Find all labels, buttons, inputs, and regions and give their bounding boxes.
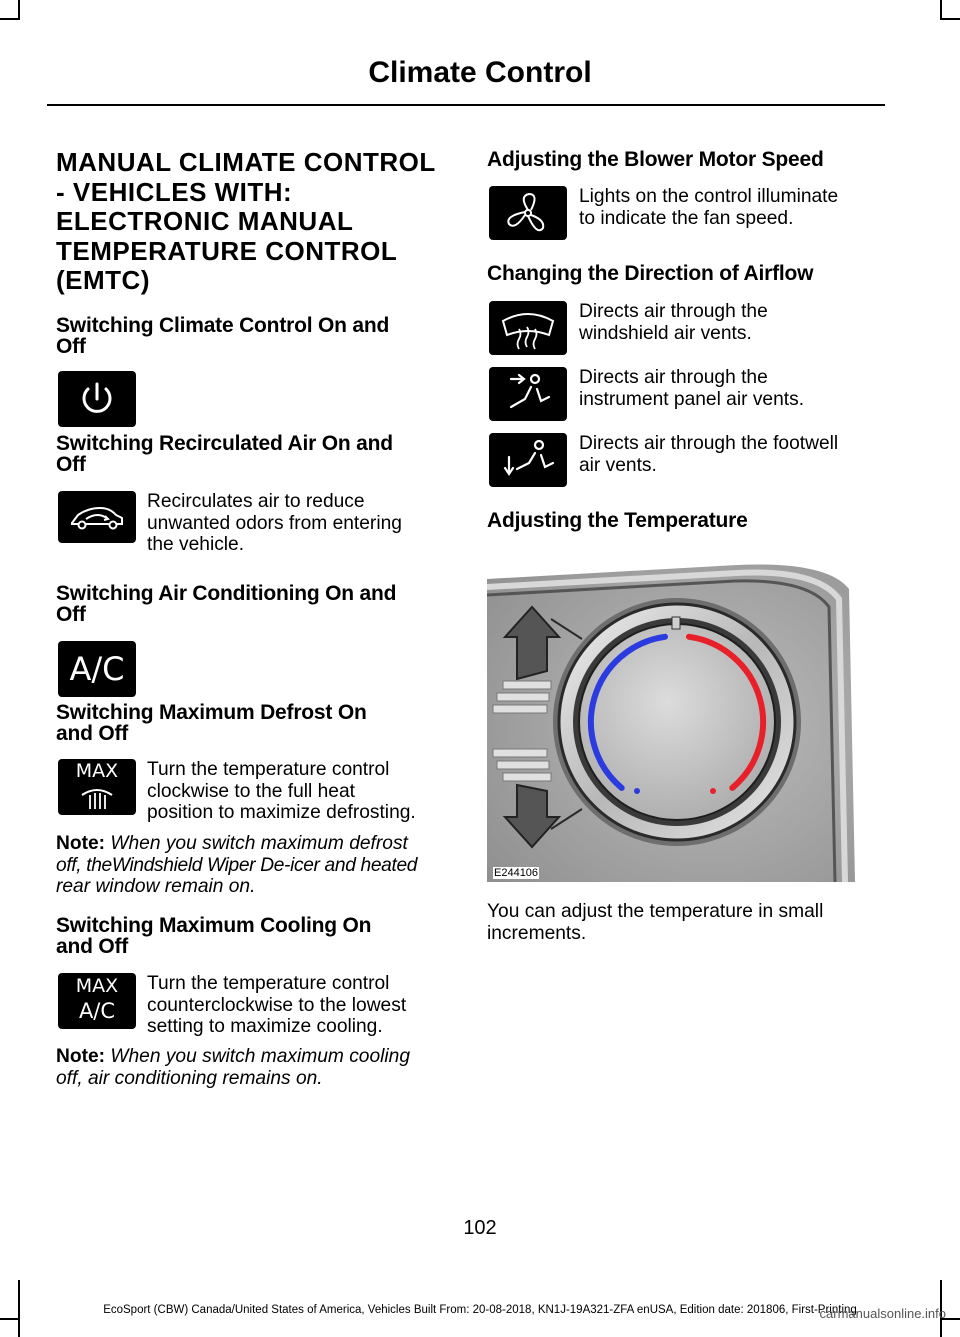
text-line: clockwise to the full heat — [147, 780, 355, 802]
heading-line: Switching Recirculated Air On and — [56, 432, 393, 455]
ac-icon-label: A/C — [69, 650, 125, 688]
recirculated-air-icon — [58, 491, 136, 543]
heading-line: (EMTC) — [56, 265, 150, 295]
page-header-title: Climate Control — [368, 56, 592, 89]
note-line: When you switch maximum defrost — [110, 833, 408, 854]
heading-line: ELECTRONIC MANUAL — [56, 206, 354, 236]
heading-line: Switching Air Conditioning On and — [56, 582, 397, 605]
heading-line: - VEHICLES WITH: — [56, 176, 293, 207]
text-line: Directs air through the — [579, 301, 768, 322]
note-line: off, air conditioning remains on. — [56, 1067, 323, 1089]
section-heading — [56, 148, 456, 296]
max-defrost-icon — [58, 759, 136, 815]
crop-mark — [0, 1318, 20, 1320]
max-cooling-note — [56, 1046, 466, 1089]
temperature-dial-figure — [487, 559, 857, 882]
footer-text: EcoSport (CBW) Canada/United States of America, Vehicles Built From: 20-08-2018, KN1J-19A321-ZFA enUSA, Edition date: 201806, First-Printing — [103, 1304, 857, 1316]
max-ac-icon — [58, 973, 136, 1029]
heading-line: and Off — [56, 722, 129, 745]
panel-vent-description — [579, 367, 889, 410]
max-label: MAX — [75, 975, 119, 997]
text-line: Turn the temperature control — [147, 759, 390, 780]
max-defrost-note — [56, 833, 466, 898]
temperature-dial-illustration — [487, 559, 857, 882]
subheading-max-defrost — [56, 702, 456, 744]
page-number: 102 — [463, 1217, 497, 1239]
text-line: position to maximize defrosting. — [147, 802, 416, 823]
text-line: instrument panel air vents. — [579, 388, 805, 410]
crop-mark — [0, 18, 20, 20]
text-line: Recirculates air to reduce — [147, 491, 365, 512]
power-icon — [58, 371, 136, 427]
subheading-ac — [56, 583, 456, 625]
max-label: MAX — [75, 760, 119, 782]
note-label: Note: — [56, 1046, 106, 1067]
text-line: the vehicle. — [147, 534, 245, 555]
text-line: setting to maximize cooling. — [147, 1016, 383, 1037]
text-line: unwanted odors from entering — [147, 512, 402, 534]
recirc-description — [147, 491, 447, 556]
heading-line: Switching Climate Control On and — [56, 314, 390, 337]
fan-icon — [489, 186, 567, 240]
panel-vent-icon — [489, 367, 567, 421]
ac-label: A/C — [78, 999, 116, 1023]
text-line: windshield air vents. — [579, 322, 752, 344]
windshield-description — [579, 301, 889, 344]
text-line: increments. — [487, 922, 587, 944]
text-line: to indicate the fan speed. — [579, 207, 794, 229]
temperature-description — [487, 901, 887, 944]
subheading-blower: Adjusting the Blower Motor Speed — [487, 148, 824, 171]
heading-line: and Off — [56, 935, 129, 958]
text-line: Directs air through the — [579, 367, 768, 388]
text-line: Directs air through the footwell — [579, 433, 839, 454]
heading-line: Off — [56, 453, 86, 476]
heading-line: Switching Maximum Defrost On — [56, 701, 367, 724]
heading-line: MANUAL CLIMATE CONTROL — [56, 147, 436, 177]
text-line: counterclockwise to the lowest — [147, 994, 407, 1016]
heading-line: Switching Maximum Cooling On — [56, 914, 372, 937]
heading-line: Off — [56, 603, 86, 626]
text-line: Lights on the control illuminate — [579, 186, 839, 207]
note-line: When you switch maximum cooling — [110, 1046, 411, 1067]
watermark: carmanualsonline.info — [819, 1306, 946, 1321]
max-defrost-description — [147, 759, 457, 824]
max-cooling-description — [147, 973, 457, 1038]
text-line: air vents. — [579, 454, 657, 476]
heading-line: TEMPERATURE CONTROL — [56, 235, 398, 266]
blower-description — [579, 186, 889, 229]
crop-mark — [940, 0, 942, 20]
subheading-max-cooling — [56, 915, 456, 957]
crop-mark — [940, 18, 960, 20]
subheading-airflow: Changing the Direction of Airflow — [487, 262, 814, 285]
subheading-temperature: Adjusting the Temperature — [487, 509, 748, 532]
ac-icon — [58, 641, 136, 697]
note-line: rear window remain on. — [56, 876, 256, 897]
footwell-vent-description — [579, 433, 889, 476]
footwell-vent-icon — [489, 433, 567, 487]
note-line: off, theWindshield Wiper De-icer and heated — [56, 854, 418, 876]
header-divider — [47, 104, 885, 106]
heading-line: Off — [56, 335, 86, 358]
text-line: You can adjust the temperature in small — [487, 901, 824, 922]
note-label: Note: — [56, 833, 106, 854]
subheading-power — [56, 315, 456, 357]
windshield-defrost-icon — [489, 301, 567, 355]
crop-mark — [18, 0, 20, 20]
figure-code: E244106 — [494, 867, 539, 879]
subheading-recirc — [56, 433, 456, 475]
text-line: Turn the temperature control — [147, 973, 390, 994]
